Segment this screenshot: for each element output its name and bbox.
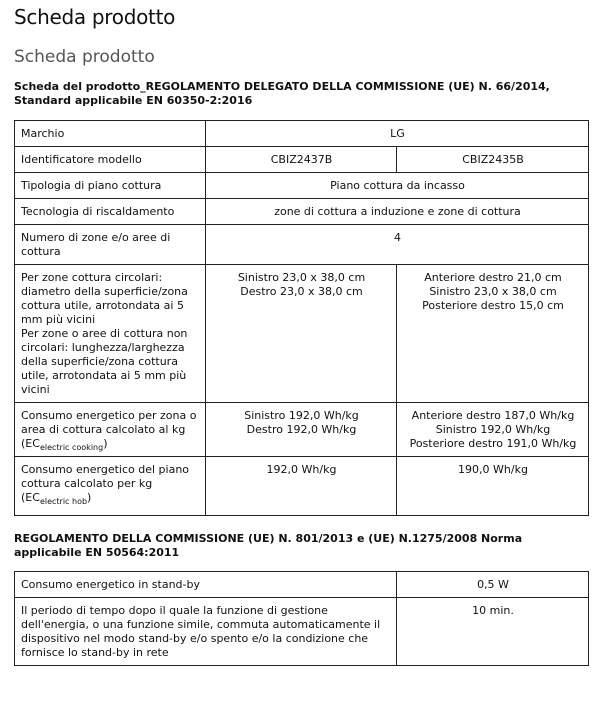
row-label: Tipologia di piano cottura <box>15 173 206 199</box>
model-b: CBIZ2435B <box>397 147 589 173</box>
table-row <box>15 199 589 225</box>
period-value: 10 min. <box>397 598 589 666</box>
type-value: Piano cottura da incasso <box>206 173 589 199</box>
row-label: Il periodo di tempo dopo il quale la funzione di gestione dell'energia, o una funzione simile, commuta automaticamente il dispositivo nel modo stand-by e/o spento e/o la condizione che fornisce lo stand-by in rete <box>15 598 397 666</box>
diameter-label-circular: Per zone cottura circolari: diametro della superficie/zona cottura utile, arrotondata ai 5 mm più vicini <box>21 271 188 326</box>
regulation-heading-1: Scheda del prodotto_REGOLAMENTO DELEGATO DELLA COMMISSIONE (UE) N. 66/2014, Standard applicabile EN 60350-2:2016 <box>14 80 550 107</box>
cell-line: Sinistro 192,0 Wh/kg <box>244 409 359 422</box>
cell-line: Sinistro 23,0 x 38,0 cm <box>429 285 557 298</box>
table-row <box>15 572 589 598</box>
tech-value: zone di cottura a induzione e zone di cottura <box>206 199 589 225</box>
consumption-hob-a: 192,0 Wh/kg <box>206 457 397 516</box>
row-label: Consumo energetico in stand-by <box>15 572 397 598</box>
diameter-b <box>397 265 589 403</box>
row-label: Tecnologia di riscaldamento <box>15 199 206 225</box>
table-row <box>15 121 589 147</box>
label-subscript: electric hob <box>39 497 88 506</box>
row-label <box>15 457 206 516</box>
cell-line: Destro 192,0 Wh/kg <box>246 423 357 436</box>
cell-line: Anteriore destro 21,0 cm <box>424 271 562 284</box>
table-row <box>15 457 589 516</box>
standby-table <box>14 571 589 666</box>
cell-line: Sinistro 23,0 x 38,0 cm <box>237 271 366 284</box>
diameter-label-noncircular: Per zone o aree di cottura non circolari: lunghezza/larghezza della superficie/zona cottura utile, arrotondata ai 5 mm più vicini <box>21 327 188 396</box>
consumption-zone-a <box>206 403 397 457</box>
row-label <box>15 403 206 457</box>
row-label <box>15 265 206 403</box>
table-row <box>15 598 589 666</box>
cell-line: Destro 23,0 x 38,0 cm <box>240 285 363 298</box>
table-row <box>15 265 589 403</box>
row-label: Numero di zone e/o aree di cottura <box>15 225 206 265</box>
table-row <box>15 403 589 457</box>
model-a: CBIZ2437B <box>206 147 397 173</box>
consumption-zone-b <box>397 403 589 457</box>
label-end: ) <box>87 491 92 504</box>
cell-line: Anteriore destro 187,0 Wh/kg <box>411 409 575 422</box>
consumption-zone-label: Consumo energetico per zona o area di cottura calcolato al kg (EC <box>21 409 197 450</box>
row-label: Marchio <box>15 121 206 147</box>
consumption-hob-b: 190,0 Wh/kg <box>397 457 589 516</box>
label-subscript: electric cooking <box>39 443 104 452</box>
cell-line: Posteriore destro 15,0 cm <box>422 299 564 312</box>
brand-value: LG <box>206 121 589 147</box>
product-table <box>14 120 589 516</box>
page-subtitle: Scheda prodotto <box>14 47 155 67</box>
table-row <box>15 147 589 173</box>
consumption-hob-label: Consumo energetico del piano cottura calcolato per kg (EC <box>21 463 190 504</box>
label-end: ) <box>103 437 108 450</box>
standby-value: 0,5 W <box>397 572 589 598</box>
cell-line: Sinistro 192,0 Wh/kg <box>435 423 551 436</box>
table-row <box>15 225 589 265</box>
page-title: Scheda prodotto <box>14 5 176 29</box>
regulation-heading-2: REGOLAMENTO DELLA COMMISSIONE (UE) N. 801/2013 e (UE) N.1275/2008 Norma applicabile EN 50564:2011 <box>14 532 523 559</box>
cell-line: Posteriore destro 191,0 Wh/kg <box>409 437 577 450</box>
zones-value: 4 <box>206 225 589 265</box>
table-row <box>15 173 589 199</box>
diameter-a <box>206 265 397 403</box>
row-label: Identificatore modello <box>15 147 206 173</box>
